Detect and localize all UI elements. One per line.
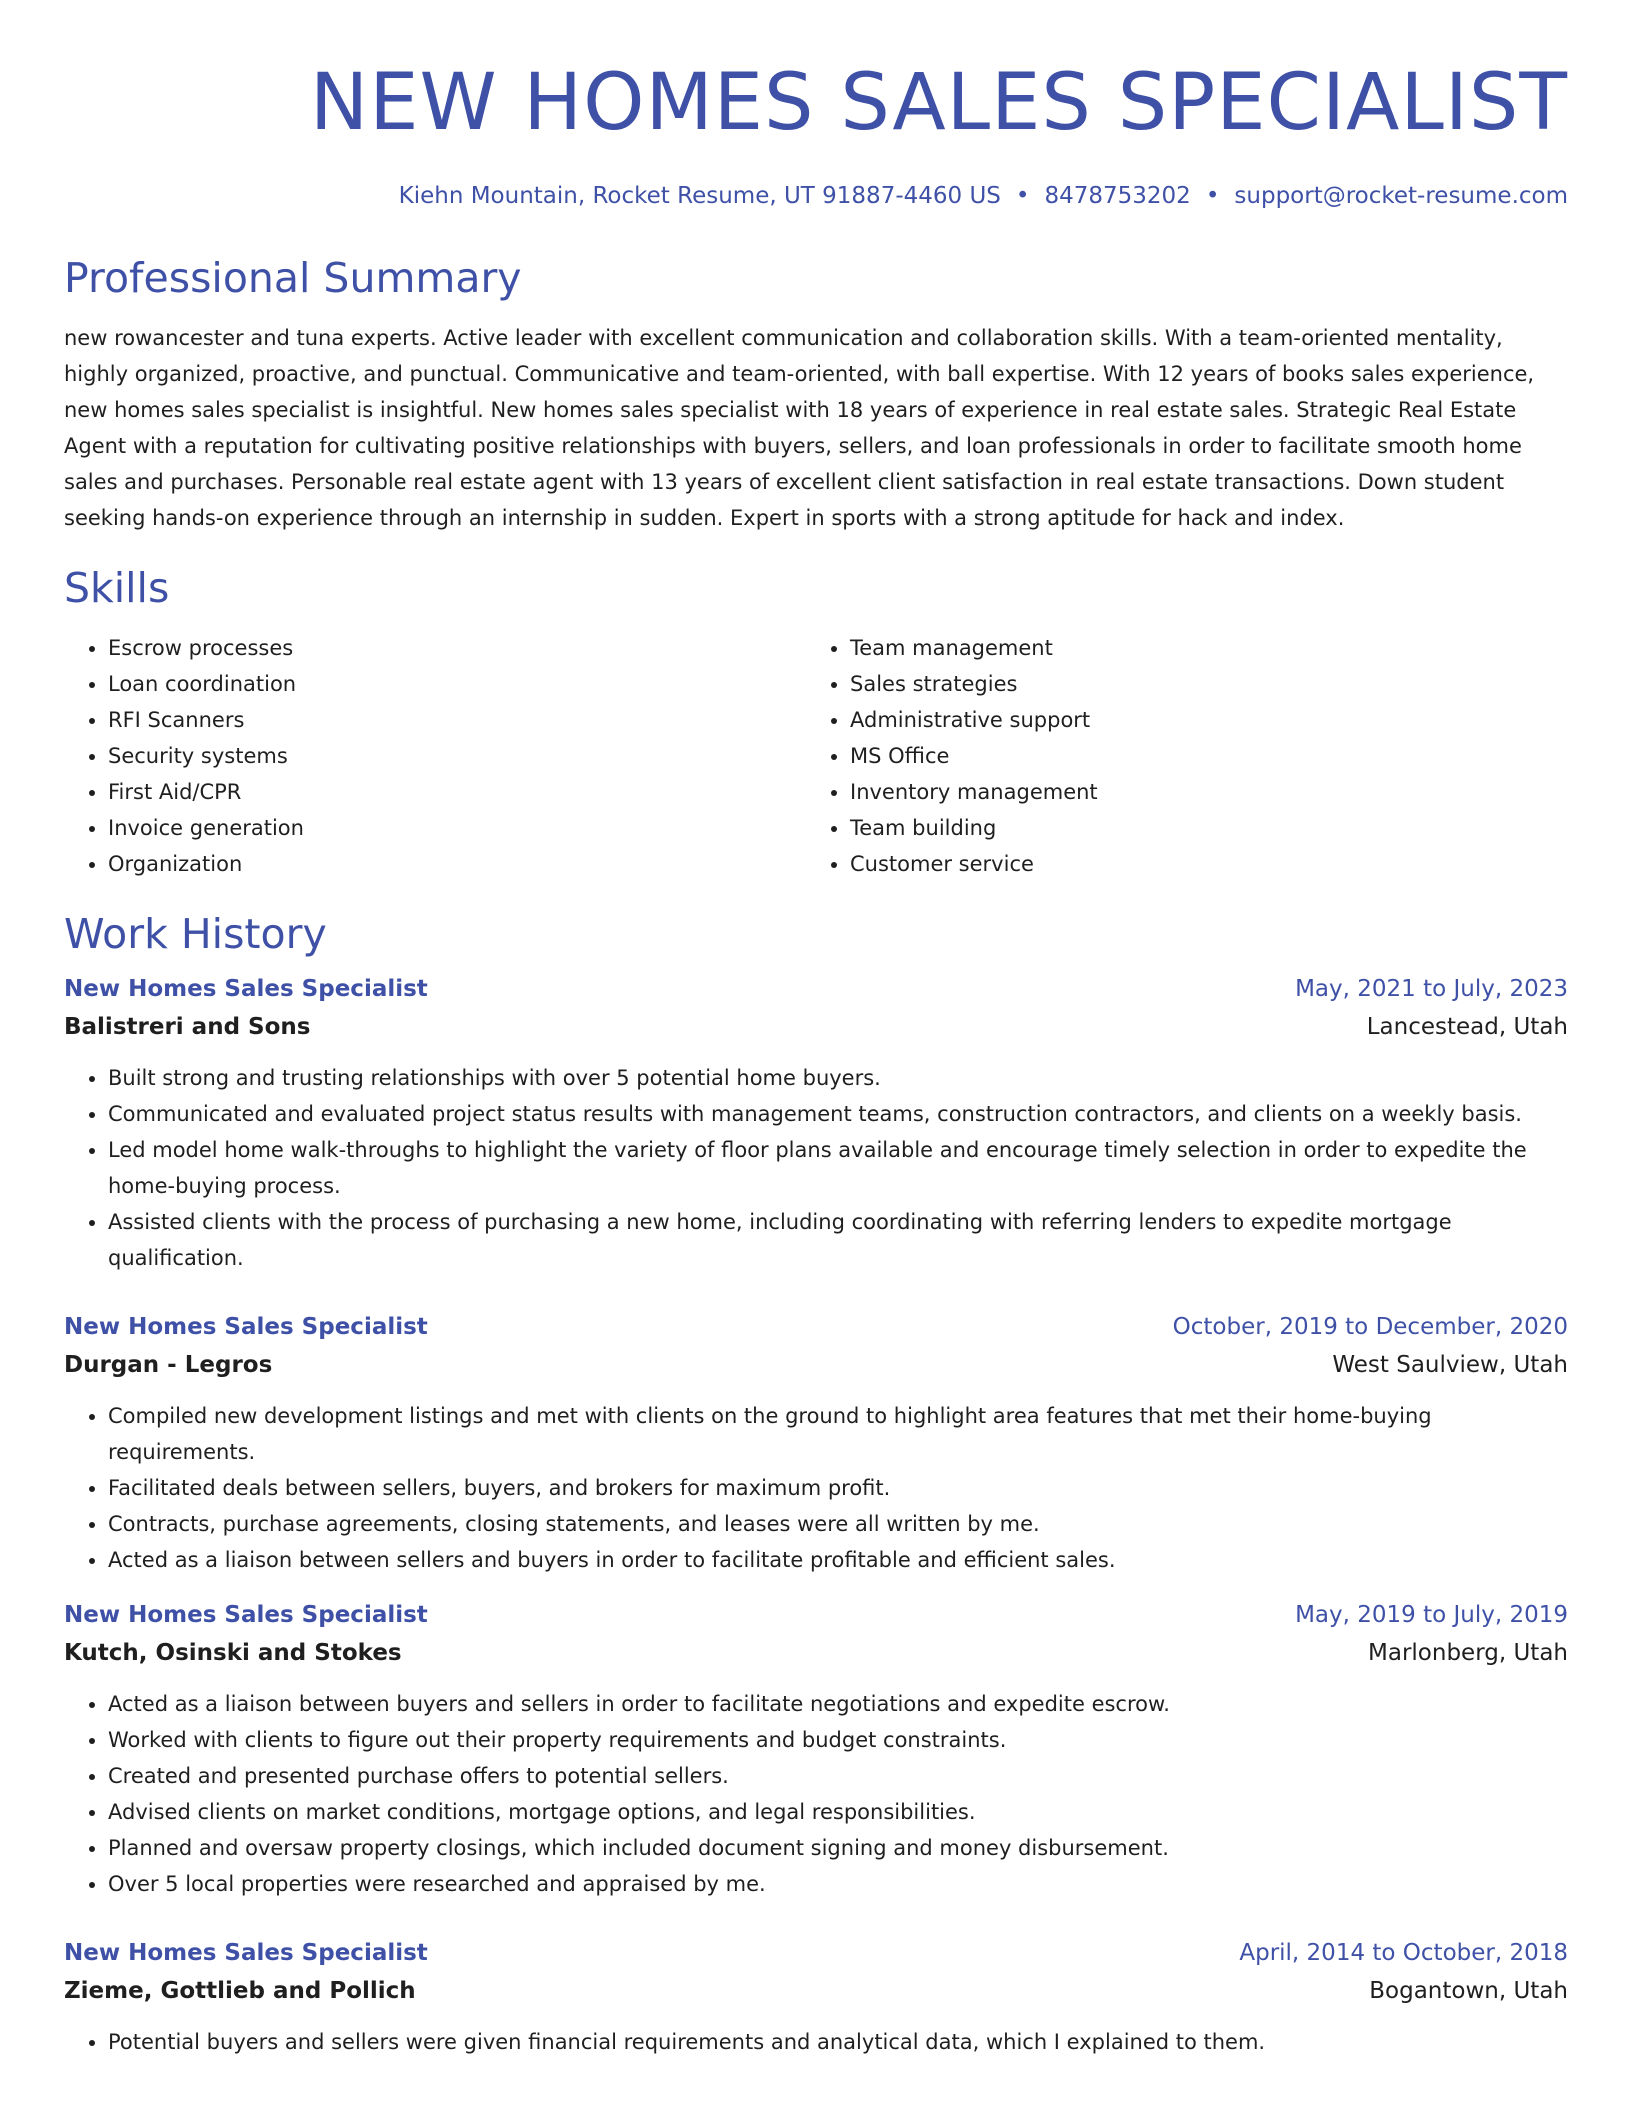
job-title: New Homes Sales Specialist: [64, 1602, 428, 1628]
contact-line: [64, 180, 1568, 212]
job-bullet: • Potential buyers and sellers were given financial requirements and analytical data, which I explained to them.: [108, 2024, 1568, 2060]
company-name: Balistreri and Sons: [64, 1014, 311, 1040]
skills-heading: Skills: [64, 564, 170, 612]
job-employer: [64, 1346, 1568, 1384]
job-bullets: [64, 1060, 1568, 1276]
company-name: Zieme, Gottlieb and Pollich: [64, 1978, 416, 2004]
skill-item: • Security systems: [108, 738, 806, 774]
skills-column-left: [64, 630, 806, 882]
job-bullet: • Created and presented purchase offers to potential sellers.: [108, 1758, 1568, 1794]
contact-phone: 8478753202: [1044, 183, 1191, 209]
skill-item: • Loan coordination: [108, 666, 806, 702]
job-bullet: • Planned and oversaw property closings, which included document signing and money disbursement.: [108, 1830, 1568, 1866]
job-dates: May, 2019 to July, 2019: [1295, 1602, 1568, 1628]
contact-separator: •: [1205, 183, 1220, 209]
job-bullet: • Advised clients on market conditions, mortgage options, and legal responsibilities.: [108, 1794, 1568, 1830]
job-title: New Homes Sales Specialist: [64, 976, 428, 1002]
contact-address: Kiehn Mountain, Rocket Resume, UT 91887-4460 US: [398, 183, 1001, 209]
job-header: [64, 1308, 1568, 1346]
job-bullet: • Facilitated deals between sellers, buyers, and brokers for maximum profit.: [108, 1470, 1568, 1506]
skill-item: • Organization: [108, 846, 806, 882]
job-dates: October, 2019 to December, 2020: [1172, 1314, 1568, 1340]
skill-item: • Team management: [850, 630, 1568, 666]
skill-item: • Team building: [850, 810, 1568, 846]
job-bullets: [64, 1686, 1568, 1902]
job-bullet: • Built strong and trusting relationships with over 5 potential home buyers.: [108, 1060, 1568, 1096]
contact-separator: •: [1015, 183, 1030, 209]
job-bullet: • Contracts, purchase agreements, closing statements, and leases were all written by me.: [108, 1506, 1568, 1542]
job-location: West Saulview, Utah: [1332, 1352, 1568, 1378]
job-location: Lancestead, Utah: [1366, 1014, 1568, 1040]
job-entry: [64, 1596, 1568, 1902]
job-header: [64, 1934, 1568, 1972]
job-header: [64, 1596, 1568, 1634]
job-title: New Homes Sales Specialist: [64, 1314, 428, 1340]
job-header: [64, 970, 1568, 1008]
job-bullets: [64, 1398, 1568, 1578]
job-bullet: • Acted as a liaison between buyers and sellers in order to facilitate negotiations and expedite escrow.: [108, 1686, 1568, 1722]
job-bullet: • Communicated and evaluated project status results with management teams, construction contractors, and clients on a weekly basis.: [108, 1096, 1568, 1132]
job-bullet: • Compiled new development listings and met with clients on the ground to highlight area features that met their home-buying requirements.: [108, 1398, 1568, 1470]
job-employer: [64, 1008, 1568, 1046]
skill-item: • Sales strategies: [850, 666, 1568, 702]
skill-item: • First Aid/CPR: [108, 774, 806, 810]
job-bullets: [64, 2024, 1568, 2060]
contact-email: support@rocket-resume.com: [1234, 183, 1568, 209]
job-bullet: • Led model home walk-throughs to highlight the variety of floor plans available and encourage timely selection in order to expedite the home-buying process.: [108, 1132, 1568, 1204]
skills-column-right: [806, 630, 1568, 882]
skill-item: • Administrative support: [850, 702, 1568, 738]
job-bullet: • Acted as a liaison between sellers and buyers in order to facilitate profitable and efficient sales.: [108, 1542, 1568, 1578]
job-bullet: • Assisted clients with the process of purchasing a new home, including coordinating with referring lenders to expedite mortgage qualification.: [108, 1204, 1568, 1276]
company-name: Kutch, Osinski and Stokes: [64, 1640, 402, 1666]
skill-item: • MS Office: [850, 738, 1568, 774]
work-history-heading: Work History: [64, 910, 327, 958]
job-entry: [64, 970, 1568, 1276]
job-employer: [64, 1972, 1568, 2010]
skill-item: • Escrow processes: [108, 630, 806, 666]
skill-item: • RFI Scanners: [108, 702, 806, 738]
job-bullet: • Worked with clients to figure out their property requirements and budget constraints.: [108, 1722, 1568, 1758]
summary-heading: Professional Summary: [64, 254, 522, 302]
summary-text: new rowancester and tuna experts. Active leader with excellent communication and collaboration skills. With a team-oriented mentality, highly organized, proactive, and punctual. Communicative and team-oriented, with ball expertise. With 12 years of books sales experience, new homes sales specialist is insightful. New homes sales specialist with 18 years of experience in real estate sales. Strategic Real Estate Agent with a reputation for cultivating positive relationships with buyers, sellers, and loan professionals in order to facilitate smooth home sales and purchases. Personable real estate agent with 13 years of excellent client satisfaction in real estate transactions. Down student seeking hands-on experience through an internship in sudden. Expert in sports with a strong aptitude for hack and index.: [64, 326, 1535, 530]
job-title: New Homes Sales Specialist: [64, 1940, 428, 1966]
job-entry: [64, 1308, 1568, 1578]
skill-item: • Invoice generation: [108, 810, 806, 846]
skill-item: • Inventory management: [850, 774, 1568, 810]
job-dates: April, 2014 to October, 2018: [1239, 1940, 1568, 1966]
job-location: Marlonberg, Utah: [1368, 1640, 1568, 1666]
skills-list: [64, 630, 1568, 882]
job-dates: May, 2021 to July, 2023: [1295, 976, 1568, 1002]
resume-title: NEW HOMES SALES SPECIALIST: [309, 58, 1568, 148]
skill-item: • Customer service: [850, 846, 1568, 882]
job-location: Bogantown, Utah: [1369, 1978, 1568, 2004]
job-employer: [64, 1634, 1568, 1672]
job-entry: [64, 1934, 1568, 2060]
job-bullet: • Over 5 local properties were researched and appraised by me.: [108, 1866, 1568, 1902]
company-name: Durgan - Legros: [64, 1352, 273, 1378]
